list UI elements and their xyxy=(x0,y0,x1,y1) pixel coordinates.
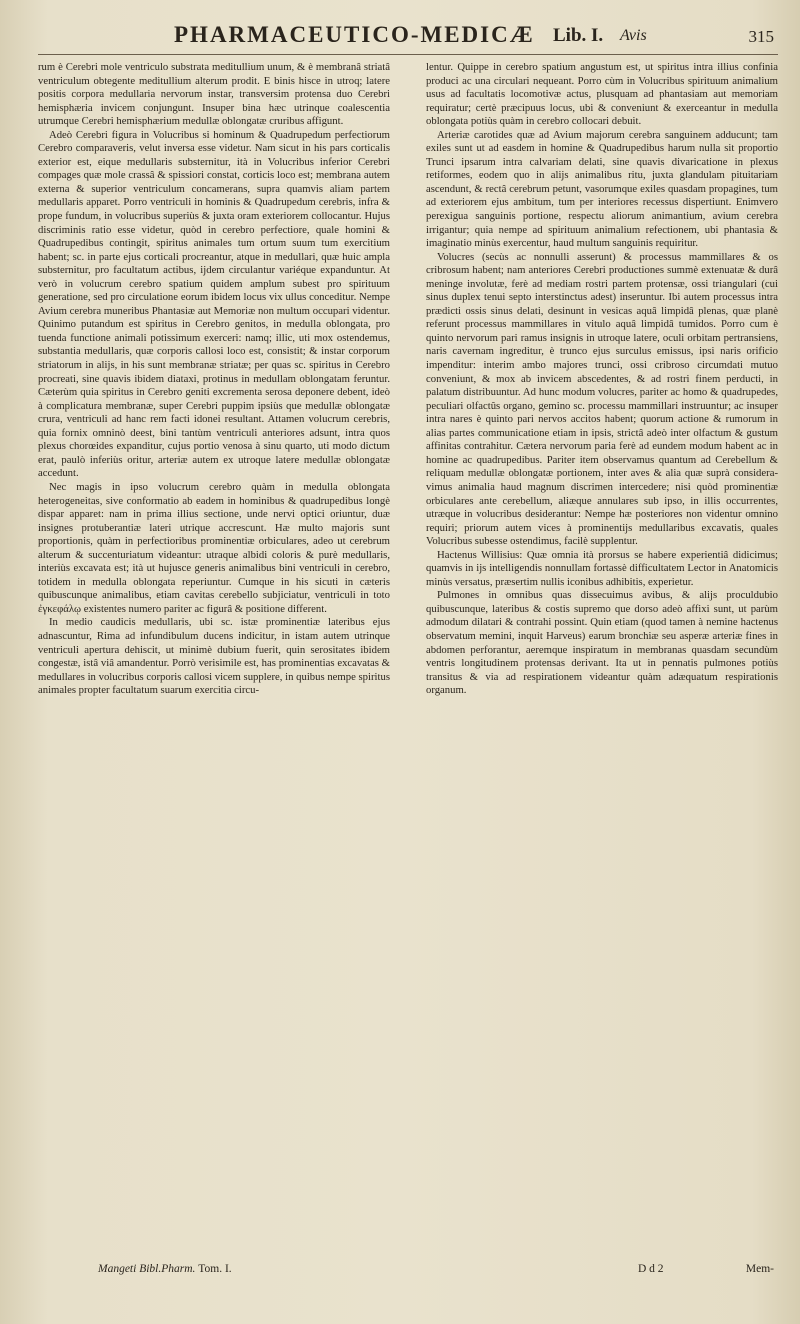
book-reference: Lib. I. xyxy=(553,25,604,46)
text-columns xyxy=(38,61,778,698)
sheet-signature: D d 2 xyxy=(638,1263,664,1275)
paragraph: In medio caudicis medullaris, ubi sc. istæ prominentiæ lateribus ejus adnascuntur, Rima ad infundibulum ducens indicitur, in istam autem utrinque ventriculi apertura dehiscit, ut minimè dubium fuerit, quin serositates ibidem congestæ, istâ viâ amandentur. Porrò verisimile est, has prominentias excavatas & medullares in volucribus corporis callosi vicem supplere, in quibus nempe spiritus animales propter facultatum suarum exercitia circu- xyxy=(38,616,390,697)
footer-signature xyxy=(98,1263,232,1275)
book-title: Mangeti Bibl.Pharm. xyxy=(98,1263,196,1275)
paragraph: Arteriæ carotides quæ ad Avium majorum cerebra sanguinem adducunt; tam exiles sunt ut ad easdem in homine & Quadrupedibus harum nulla sit proportio Trunci ipsarum intra calvariam delati, sine quavis divaricatione in plexus retiformes, eodem quo in alijs animalibus ritu, juxta glandulam pituitariam ascendunt, & rectâ cerebrum petunt, vasorumque exiles quasdam propagines, tum ad exteriorem ejus ambitum, tum per interiores recessus dispertiunt. Enimvero perexigua sanguinis portione, respectu aliorum animantium, avium cerebra irrigantur; quia nempe ad spirituum animalium refectionem, ubi phantasia & imaginatio minùs exercentur, haud multum sanguinis requiritur. xyxy=(426,128,778,250)
paragraph: Nec magis in ipso volucrum cerebro quàm in medulla oblongata heterogeneitas, sive conformatio ab eadem in hominibus & quadrupedibus longè dispar apparet: nam in prima illius sectione, unde nervi optici oriuntur, duæ insignes protuberantiæ lateri utrique accrescunt. Hæ multo majoris sunt proportionis, quàm in perfectioribus prominentiæ orbiculares, adeo ut cerebrum alterum & succenturiatum videantur: utraque albidi coloris & purè medullaris, interiùs excavata est; ità ut hujusce generis animalibus bini ventriculi in cerebro, totidem in medulla oblongata reperiuntur. Cumque in his sicuti in cæteris quibuscunque animalibus, etiam cavitas cerebello subjiciatur, ventriculi in toto ἐγκεφάλῳ existentes numero pariter ac figurâ & positione different. xyxy=(38,480,390,615)
running-head: PHARMACEUTICO-MEDICÆ xyxy=(174,22,535,47)
paragraph: Hactenus Willisius: Quæ omnia ità prorsus se habere experientiâ didicimus; quamvis in ijs intelligendis nonnullam fortassè difficultatem Lector in Anatomicis minùs versatus, præsertim nullis iconibus adhibitis, experietur. xyxy=(426,548,778,588)
paragraph: Volucres (secùs ac nonnulli asserunt) & processus mammillares & os cribrosum habent; nam anteriores Cerebri productiones summè extenuatæ & durâ meninge involutæ, ferè ad mediam rostri partem protensæ, ossi triangulari (cui sinus duplex tenui septo interstinctus adest) inseruntur. Ibi autem processus intra prædicti ossis sinus delati, desinunt in vesicas aquâ limpidâ plenas, quæ planè referunt processus mammillares in vitulo aquâ limpidâ tumidos. Porro cum è quinto nervorum pari ramus insignis in utroque latere, oculi orbitam pertransiens, naris cavernam ingreditur, è trunco ejus surculus emissus, ipsi naris orificio impenditur: interim ambo majores trunci, ossi cribroso circumdati mutuo conveniunt, & mox ab invicem abscedentes, & ad rostri finem perducti, in palatum distribuuntur. Ad hunc modum volucres, pariter ac homo & quadrupedes, peculiari olfactûs organo, gemino sc. processu mammillari instruuntur; ac insuper intra nares è quinto pari nervos accitos habent; quorum actione & rumorum in alias partes communicatione etiam in ipsis, strictâ adeò inter olfactum & gustum affinitas contrahitur. Cætera nervorum paria ferè ad eundem modum habent ac in homine ac quadrupedibus. Pariter item observamus quantum ad Cerebellum & reliquam medullæ oblongatæ portionem, inter aves & alia quæ suprà considera-vimus animalia haud magnum discrimen intercedere; nisi quòd prominentiæ orbiculares ante cerebellum, aliæque annulares sub ipso, in illis occurrentes, utræque in volucribus desiderantur: Nempe hæ posteriores non videntur omnino requiri; priorum autem vices à prominentijs medullaribus excavatis, quales Volucribus subesse ostendimus, facilè supplentur. xyxy=(426,250,778,548)
page-header xyxy=(38,20,778,55)
page-footer xyxy=(38,1263,778,1281)
left-column xyxy=(38,61,390,698)
footer-catchword: Mem- xyxy=(745,1263,774,1275)
page-number: 315 xyxy=(748,27,774,46)
header-catchword: Avis xyxy=(620,27,647,44)
paragraph: lentur. Quippe in cerebro spatium angustum est, ut spiritus intra illius confinia produci ac una circulari nequeant. Porro cùm in Volucribus spirituum animalium usus ad facultatis locomotivæ actus, plusquam ad phantasiam aut memoriam requiratur; certè præcipuus locus, ubi & conveniunt & exerceantur in medulla oblongata potiùs quàm in cerebro collocari debuit. xyxy=(426,61,778,128)
paragraph: rum è Cerebri mole ventriculo substrata meditullium unum, & è membranâ striatâ ventriculum obtegente meditullium alterum prodit. E binis hisce in utroq; latere positis corpora medullaria nervorum instar, transversim protensa duo Cerebri hemisphæria invicem conjungunt. Insuper bina hæc utrinque coalescentia utrumque Cerebri hemisphærium medullæ oblongatæ cruribus affigunt. xyxy=(38,61,390,128)
tome-number: Tom. I. xyxy=(198,1263,232,1275)
right-column xyxy=(426,61,778,698)
paragraph: Adeò Cerebri figura in Volucribus si hominum & Quadrupedum perfectiorum Cerebro comparaveris, velut inversa esse videtur. Nam sicut in his pars corticalis exterior est, eique medullaris substernitur, ità in Volucribus inferior Cerebri compages quæ mole crassâ & spissiori constat, corticis loco est; membrana autem externa & superior ventriculum concamerans, supra quamvis aliam partem medullaris apparet. Porro ventriculi in hominis & Quadrupedum cerebris, infra & prope fundum, in volucribus superiùs & juxta oram exteriorem collocantur. Hujus discriminis ratio esse videtur, quòd in cerebro perfectiore, quale homini & Quadrupedibus contingit, spiritus animales tum ortum suum tum exercitium habent; sc. in parte ejus corticali procreantur, atque in medullari, quæ huic ampla substernitur, pro facultatum actibus, ijdem circulantur variéque expanduntur. At verò in volucrum cerebro spatium quidem amplum subest pro spirituum generatione, sed pro circulatione eorum ibidem locus vix ullus conceditur. Nempe Avium cerebra muneribus Phantasiæ aut Memoriæ non multum occupari videntur. Quinimo putandum est spiritus in Cerebro genitos, in medulla oblongata, pro tuenda functione animali potissimum exerceri: namq; illic, uti mox ostendemus, substantia medullaris, quæ corporis callosi loco est, consistit; & instar corporum striatorum in alijs, in his sunt membranæ striatæ; per quas sc. spiritus in Cerebro procreati, sine quavis ibidem diataxi, protinus in medullam oblongatam feruntur. Cæterùm quia spiritus in Cerebro geniti excrementa serosa deponere debent, ideò à complicatura membranæ, super Cerebri puppim ipsiùs que medullæ oblongatæ crura, ventriculi ad hanc rem facti idonei resultant. Attamen volucrum cerebris, quia fornix omninò deest, bini tantùm ventriculi anteriores adsunt, intra quos plexus chorœides expanditur, cujus portio venosa à sinu quarto, uti modo dictum erat, paulò inferiùs oritur, arteriæ autem ex utroque latere medullæ oblongatæ accedunt. xyxy=(38,128,390,480)
paragraph: Pulmones in omnibus quas dissecuimus avibus, & alijs proculdubio quibuscunque, lateribus & costis supremo que dorso adeò affixi sunt, ut parùm admodum dilatari & contrahi possint. Quin etiam (quod tamen à nemine hactenus observatum memini, inquit Harveus) earum bronchiæ seu asperæ arteriæ fines in abdomen perforantur, aeremque inspiratum in membranas quasdam secundùm ventris longitudinem protensas derivant. Ita ut in pennatis pulmones potiùs transitus & via ad respirationem videantur quàm adæquatum respirationis organum. xyxy=(426,589,778,697)
